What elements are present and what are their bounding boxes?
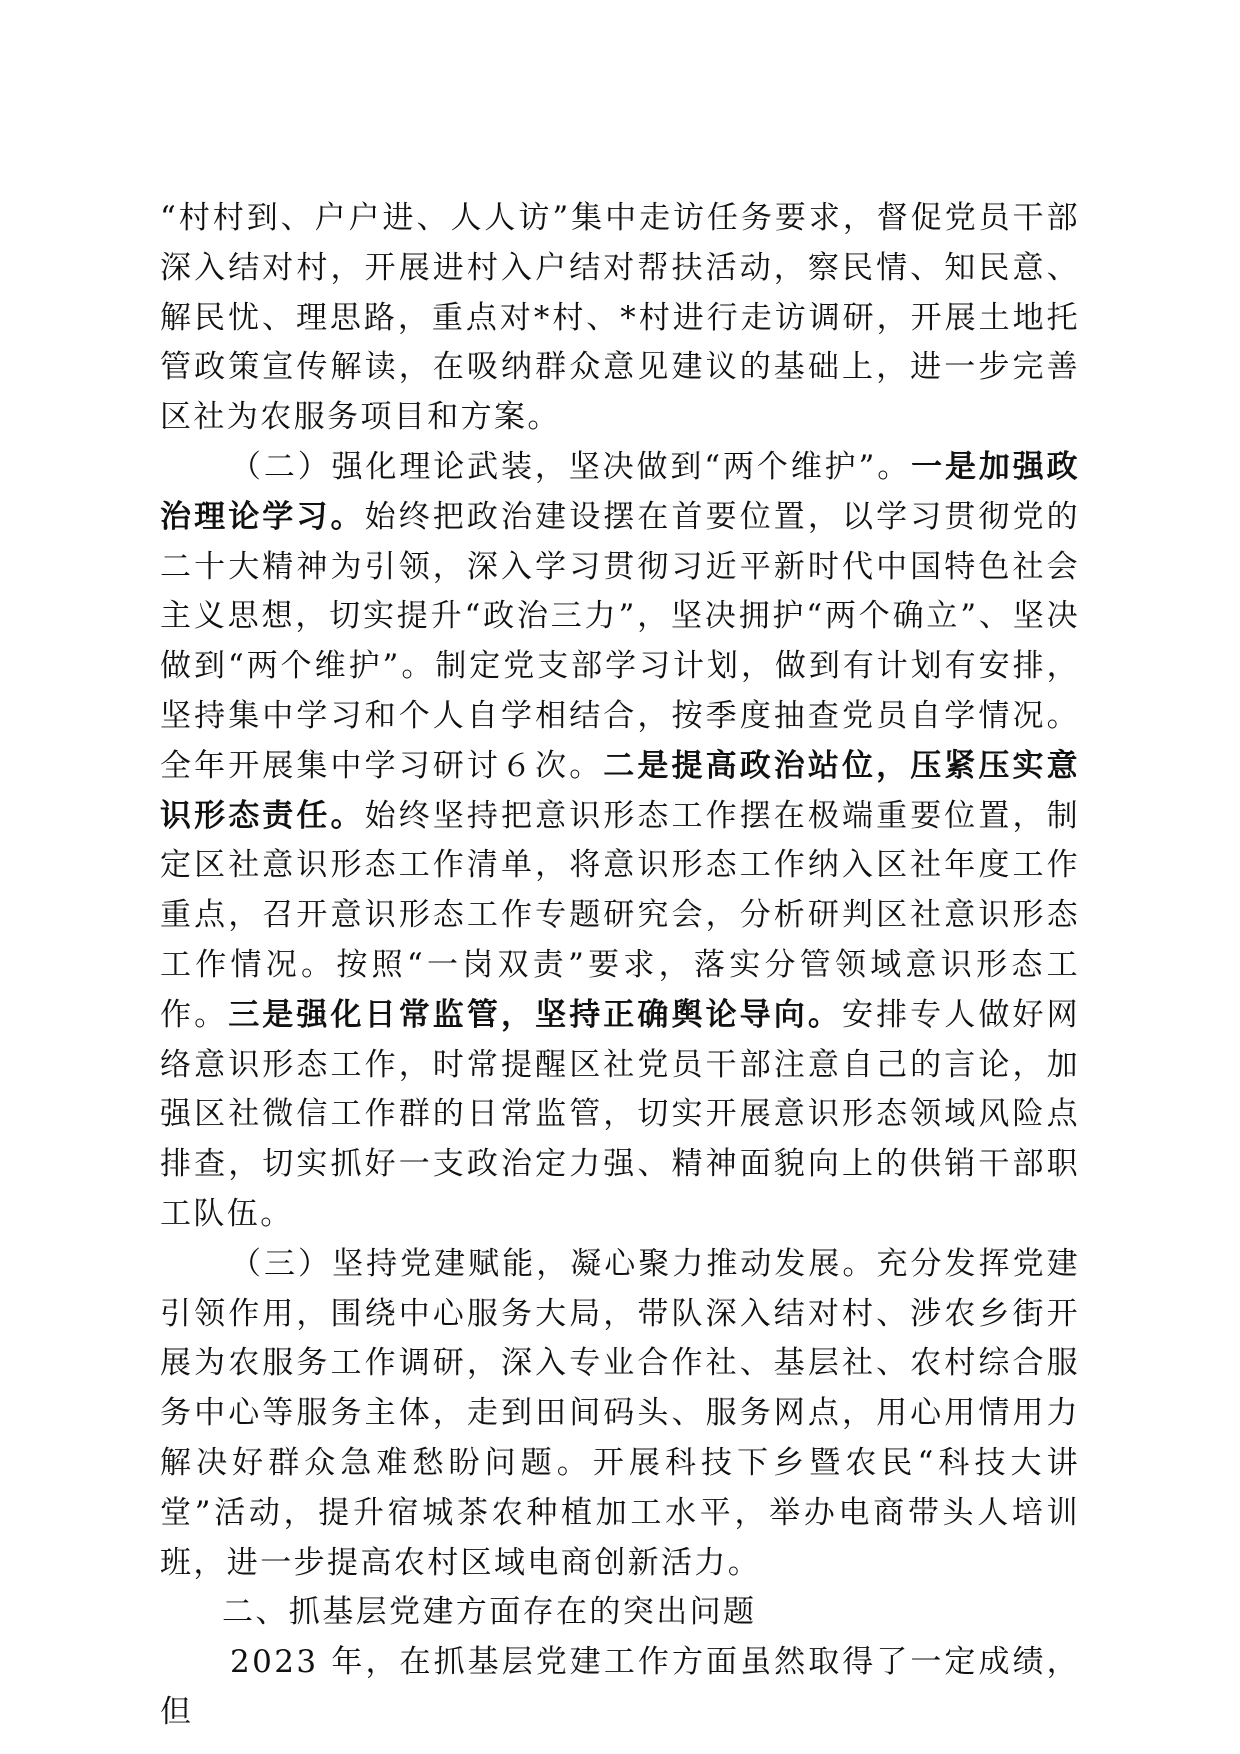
point-1-text: 始终把政治建设摆在首要位置，以学习贯彻党的二十大精神为引领，深入学习贯彻习近平新时代中国特色社会主义思想，切实提升“政治三力”，坚决拥护“两个确立”、坚决做到“两个维护”。制定党支部学习计划，做到有计划有安排，坚持集中学习和个人自学相结合，按季度抽查党员自学情况。全年开展集中学习研讨６次。: [160, 498, 1080, 784]
document-page: [160, 194, 1080, 1738]
bold-point-1: 一是加强政治理论学习。: [160, 448, 1080, 535]
section-heading-problems: 二、抓基层党建方面存在的突出问题: [222, 1594, 757, 1631]
paragraph-theory-armament: [160, 443, 1080, 1240]
paragraph-2023-intro: 2023 年，在抓基层党建工作方面虽然取得了一定成绩，但: [160, 1644, 1080, 1730]
point-2-text: 始终坚持把意识形态工作摆在极端重要位置，制定区社意识形态工作清单，将意识形态工作纳入区社年度工作重点，召开意识形态工作专题研究会，分析研判区社意识形态工作情况。按照“一岗双责”要求，落实分管领域意识形态工作。: [160, 797, 1080, 1033]
bold-point-2: 二是提高政治站位，压紧压实意识形态责任。: [160, 747, 1080, 834]
subsection-heading-3: （三）坚持党建赋能，凝心聚力推动发展。: [230, 1245, 877, 1282]
point-3-text: 安排专人做好网络意识形态工作，时常提醒区社党员干部注意自己的言论，加强区社微信工作群的日常监管，切实开展意识形态领域风险点排查，切实抓好一支政治定力强、精神面貌向上的供销干部职工队伍。: [160, 996, 1080, 1232]
subsection-heading-2: （二）强化理论武装，坚决做到“两个维护”。: [230, 448, 912, 485]
paragraph-visit-task: “村村到、户户进、人人访”集中走访任务要求，督促党员干部深入结对村，开展进村入户结对帮扶活动，察民情、知民意、解民忧、理思路，重点对*村、*村进行走访调研，开展土地托管政策宣传解读，在吸纳群众意见建议的基础上，进一步完善区社为农服务项目和方案。: [160, 200, 1080, 436]
bold-point-3: 三是强化日常监管，坚持正确舆论导向。: [228, 996, 842, 1033]
empowerment-text: 充分发挥党建引领作用，围绕中心服务大局，带队深入结对村、涉农乡街开展为农服务工作调研，深入专业合作社、基层社、农村综合服务中心等服务主体，走到田间码头、服务网点，用心用情用力解决好群众急难愁盼问题。开展科技下乡暨农民“科技大讲堂”活动，提升宿城茶农种植加工水平，举办电商带头人培训班，进一步提高农村区域电商创新活力。: [160, 1245, 1080, 1581]
paragraph-party-empowerment: [160, 1240, 1080, 1589]
